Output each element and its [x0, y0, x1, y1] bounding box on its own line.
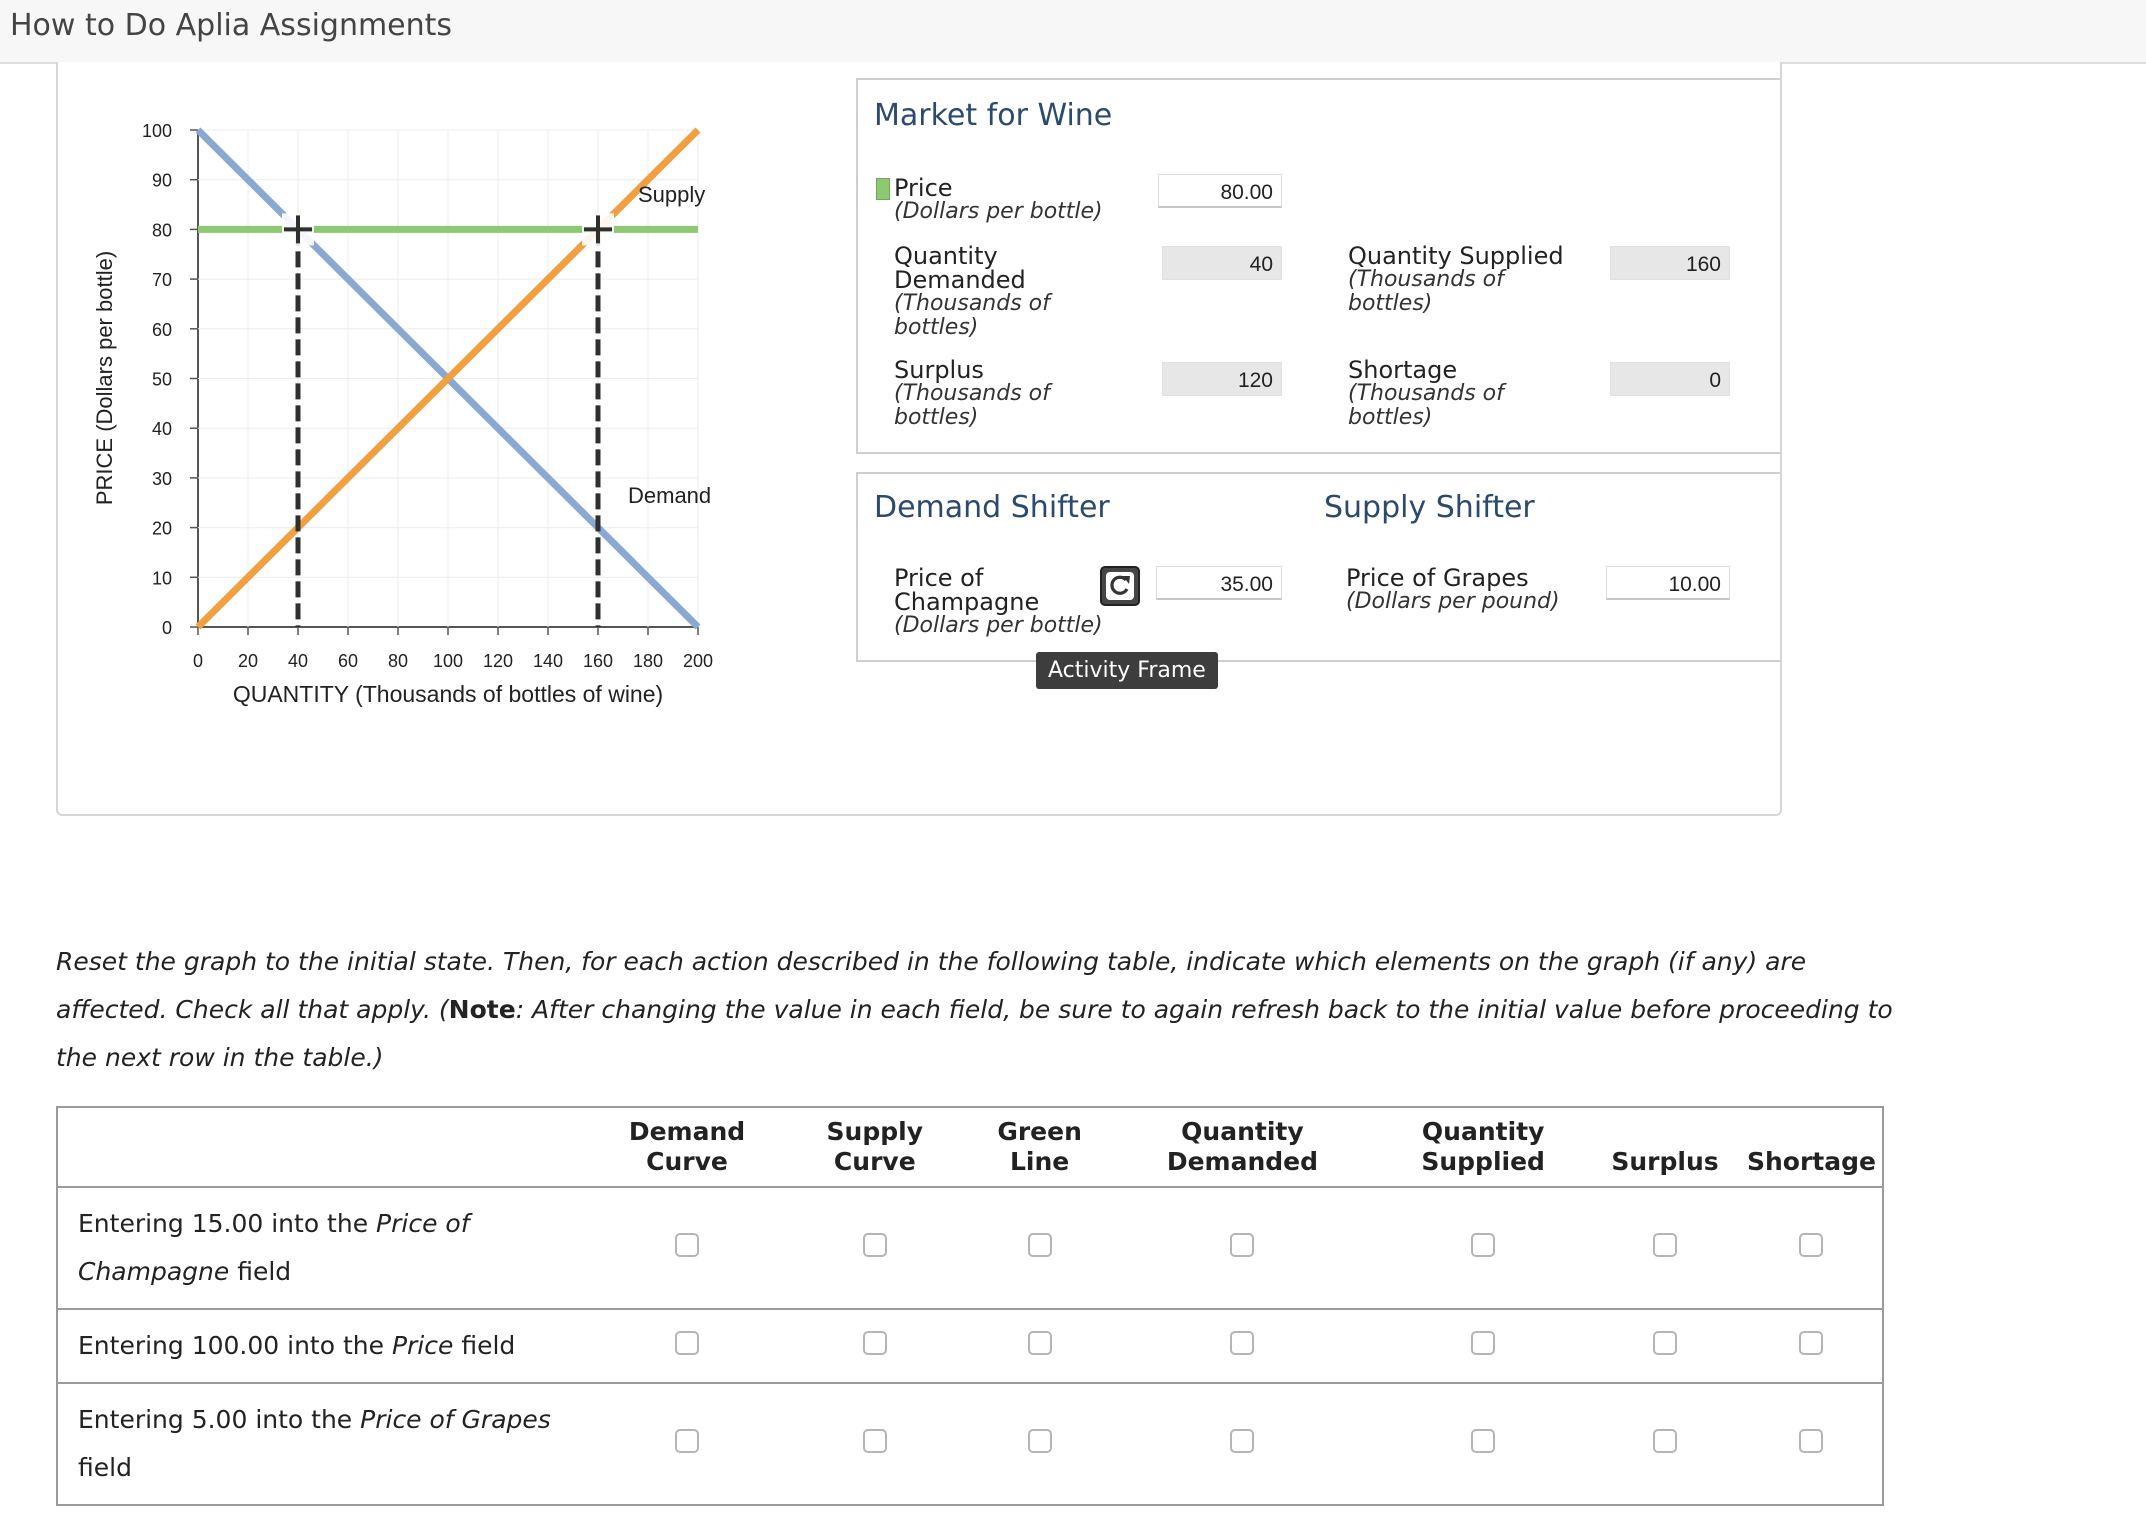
x-tick-label: 60 — [337, 651, 359, 671]
champagne-label-line2: Champagne — [894, 588, 1040, 616]
checkbox-surplus[interactable] — [1653, 1233, 1677, 1257]
y-ticks — [142, 121, 198, 638]
header-demand-curve-line1: Demand — [628, 1117, 746, 1146]
cell-quantity-demanded — [1108, 1309, 1378, 1383]
y-tick-label: 60 — [151, 319, 172, 340]
top-bar — [0, 0, 2146, 64]
row-action-field: Price of Grapes — [360, 1405, 551, 1434]
x-tick-label: 180 — [632, 651, 664, 671]
surplus-value: 120 — [1162, 362, 1282, 396]
cell-quantity-supplied — [1377, 1187, 1589, 1309]
header-green-line — [972, 1107, 1108, 1187]
header-surplus — [1589, 1107, 1741, 1187]
header-quantity-supplied — [1377, 1107, 1589, 1187]
checkbox-quantity-demanded[interactable] — [1230, 1429, 1254, 1453]
x-ticks — [193, 627, 713, 671]
grapes-label: Price of Grapes — [1346, 564, 1529, 592]
grapes-unit: (Dollars per pound) — [1346, 589, 1560, 614]
cell-quantity-supplied — [1377, 1309, 1589, 1383]
instructions — [56, 938, 1896, 1082]
price-input[interactable]: 80.00 — [1158, 174, 1282, 208]
market-panel — [856, 78, 1780, 454]
price-legend-swatch — [876, 178, 890, 200]
row-action-post: field — [229, 1257, 292, 1286]
surplus-label: Surplus — [894, 356, 984, 384]
cell-shortage — [1741, 1309, 1883, 1383]
cell-demand-curve — [596, 1383, 778, 1505]
reset-button[interactable] — [1100, 566, 1140, 606]
demand-label: Demand — [628, 483, 712, 508]
row-action-field: Price — [391, 1331, 454, 1360]
qs-unit-line1: (Thousands of — [1348, 267, 1504, 292]
cell-supply-curve — [778, 1187, 972, 1309]
instructions-note: Note — [448, 995, 516, 1024]
x-tick-label: 0 — [192, 651, 204, 671]
price-unit: (Dollars per bottle) — [894, 199, 1103, 224]
checkbox-quantity-supplied[interactable] — [1471, 1331, 1495, 1355]
header-quantity-demanded-line2: Demanded — [1166, 1147, 1318, 1176]
champagne-unit: (Dollars per bottle) — [894, 613, 1103, 638]
checkbox-quantity-demanded[interactable] — [1230, 1331, 1254, 1355]
header-quantity-supplied-line2: Supplied — [1421, 1147, 1545, 1176]
page-title: How to Do Aplia Assignments — [10, 8, 453, 43]
header-supply-curve-line1: Supply — [826, 1117, 924, 1146]
row-action-field: Price of Champagne — [78, 1209, 470, 1286]
checkbox-demand-curve[interactable] — [675, 1233, 699, 1257]
header-supply-curve-line2: Curve — [833, 1147, 916, 1176]
qd-label-line1: Quantity — [894, 242, 998, 270]
checkbox-quantity-supplied[interactable] — [1471, 1429, 1495, 1453]
x-tick-label: 140 — [532, 651, 564, 671]
qs-unit-line2: bottles) — [1348, 291, 1433, 316]
table-row — [57, 1309, 1883, 1383]
shortage-unit-line1: (Thousands of — [1348, 381, 1504, 406]
checkbox-green-line[interactable] — [1028, 1429, 1052, 1453]
instructions-part1: Reset the graph to the initial state. Then, for each action described in the following table, indicate which elements on the graph (if any) are affected. Check all that apply. ( — [56, 947, 1807, 1024]
table-header-row — [57, 1107, 1883, 1187]
checkbox-green-line[interactable] — [1028, 1331, 1052, 1355]
qd-value: 40 — [1162, 246, 1282, 280]
checkbox-shortage[interactable] — [1799, 1233, 1823, 1257]
grapes-price-input[interactable]: 10.00 — [1606, 566, 1730, 600]
y-tick-label: 70 — [151, 270, 172, 291]
y-tick-label: 90 — [151, 170, 172, 191]
checkbox-quantity-supplied[interactable] — [1471, 1233, 1495, 1257]
checkbox-demand-curve[interactable] — [675, 1429, 699, 1453]
cell-shortage — [1741, 1187, 1883, 1309]
header-shortage-line2: Shortage — [1746, 1147, 1876, 1176]
checkbox-demand-curve[interactable] — [675, 1331, 699, 1355]
y-tick-label: 30 — [151, 468, 172, 489]
activity-frame-tooltip: Activity Frame — [1036, 652, 1218, 689]
supply-label: Supply — [638, 182, 706, 207]
checkbox-shortage[interactable] — [1799, 1429, 1823, 1453]
cell-surplus — [1589, 1383, 1741, 1505]
row-action-pre: Entering 5.00 into the — [78, 1405, 361, 1434]
header-supply-curve — [778, 1107, 972, 1187]
row-action-label — [57, 1383, 596, 1505]
cell-shortage — [1741, 1383, 1883, 1505]
row-action-post: field — [78, 1453, 132, 1482]
y-axis-label: PRICE (Dollars per bottle) — [92, 250, 117, 506]
cell-quantity-supplied — [1377, 1383, 1589, 1505]
cell-green-line — [972, 1309, 1108, 1383]
header-quantity-demanded-line1: Quantity — [1181, 1117, 1304, 1146]
header-demand-curve — [596, 1107, 778, 1187]
surplus-unit-line2: bottles) — [894, 405, 979, 430]
instructions-part2: : After changing the value in each field, be sure to again refresh back to the initial value before proceeding to the next row in the table.) — [56, 995, 1893, 1072]
x-tick-label: 80 — [387, 651, 409, 671]
effects-table — [56, 1106, 1884, 1506]
cell-surplus — [1589, 1187, 1741, 1309]
row-action-label — [57, 1309, 596, 1383]
row-action-post: field — [453, 1331, 516, 1360]
header-green-line-line1: Green — [997, 1117, 1082, 1146]
shortage-unit-line2: bottles) — [1348, 405, 1433, 430]
x-tick-label: 20 — [237, 651, 259, 671]
cell-quantity-demanded — [1108, 1383, 1378, 1505]
y-tick-label: 20 — [151, 518, 172, 539]
shortage-label: Shortage — [1348, 356, 1458, 384]
y-tick-label: 100 — [141, 121, 172, 141]
table-row — [57, 1383, 1883, 1505]
table-row — [57, 1187, 1883, 1309]
y-tick-label: 50 — [151, 369, 172, 390]
header-surplus-line2: Surplus — [1611, 1147, 1719, 1176]
x-tick-label: 40 — [287, 651, 309, 671]
demand-shifter-title: Demand Shifter — [874, 490, 1110, 525]
cell-green-line — [972, 1383, 1108, 1505]
cell-supply-curve — [778, 1383, 972, 1505]
header-green-line-line2: Line — [1009, 1147, 1070, 1176]
checkbox-surplus[interactable] — [1653, 1429, 1677, 1453]
refresh-icon — [1102, 568, 1138, 604]
header-action — [57, 1107, 596, 1187]
y-tick-label: 80 — [151, 220, 172, 241]
checkbox-surplus[interactable] — [1653, 1331, 1677, 1355]
cell-surplus — [1589, 1309, 1741, 1383]
x-tick-label: 120 — [482, 651, 514, 671]
row-action-pre: Entering 15.00 into the — [78, 1209, 377, 1238]
checkbox-shortage[interactable] — [1799, 1331, 1823, 1355]
surplus-unit-line1: (Thousands of — [894, 381, 1050, 406]
row-action-label — [57, 1187, 596, 1309]
cell-demand-curve — [596, 1309, 778, 1383]
header-quantity-demanded — [1108, 1107, 1378, 1187]
qd-unit-line2: bottles) — [894, 315, 979, 340]
checkbox-supply-curve[interactable] — [863, 1233, 887, 1257]
supply-demand-graph[interactable] — [80, 110, 740, 720]
x-axis-label: QUANTITY (Thousands of bottles of wine) — [232, 681, 664, 707]
cell-green-line — [972, 1187, 1108, 1309]
x-tick-label: 160 — [582, 651, 614, 671]
champagne-price-input[interactable]: 35.00 — [1156, 566, 1282, 600]
qd-label-line2: Demanded — [894, 266, 1026, 294]
shifters-panel — [856, 472, 1780, 662]
cell-quantity-demanded — [1108, 1187, 1378, 1309]
cell-demand-curve — [596, 1187, 778, 1309]
cell-supply-curve — [778, 1309, 972, 1383]
shortage-value: 0 — [1610, 362, 1730, 396]
checkbox-quantity-demanded[interactable] — [1230, 1233, 1254, 1257]
champagne-label-line1: Price of — [894, 564, 984, 592]
market-title: Market for Wine — [874, 98, 1113, 133]
price-label: Price — [894, 174, 953, 202]
checkbox-green-line[interactable] — [1028, 1233, 1052, 1257]
header-quantity-supplied-line1: Quantity — [1421, 1117, 1545, 1146]
row-action-pre: Entering 100.00 into the — [78, 1331, 392, 1360]
y-tick-label: 40 — [151, 419, 172, 440]
y-tick-label: 0 — [161, 618, 172, 638]
y-tick-label: 10 — [151, 568, 172, 589]
header-shortage — [1741, 1107, 1883, 1187]
checkbox-supply-curve[interactable] — [863, 1429, 887, 1453]
header-demand-curve-line2: Curve — [646, 1147, 728, 1176]
supply-shifter-title: Supply Shifter — [1324, 490, 1535, 525]
checkbox-supply-curve[interactable] — [863, 1331, 887, 1355]
x-tick-label: 100 — [432, 651, 464, 671]
qs-value: 160 — [1610, 246, 1730, 280]
qs-label: Quantity Supplied — [1348, 242, 1564, 270]
qd-unit-line1: (Thousands of — [894, 291, 1050, 316]
x-tick-label: 200 — [682, 651, 714, 671]
